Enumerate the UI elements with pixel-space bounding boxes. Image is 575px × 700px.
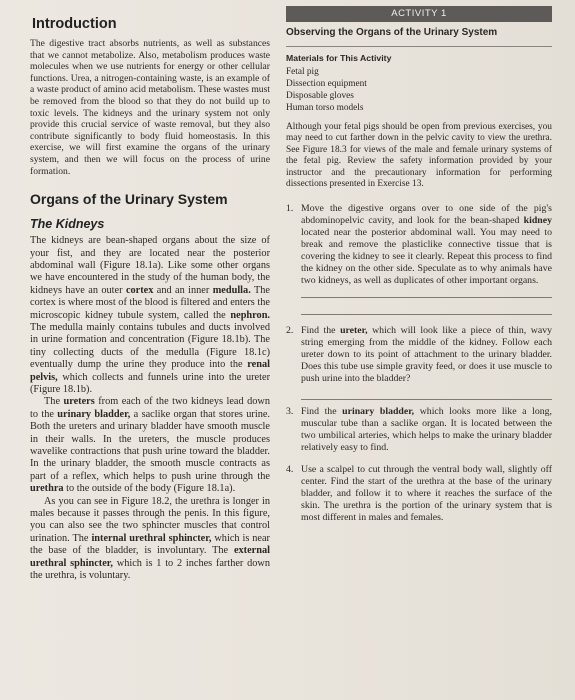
text-run: Find the: [301, 325, 341, 337]
bold-term: kidney: [523, 215, 552, 227]
activity-intro: Although your fetal pigs should be open from previous exercises, you may need to cut farther down in the pelvic cavity to view the urethra. See Figure 18.3 for views of the male and female urinary systems of the fetal pig. Review the safety information provided by your instructor and the precautionary information for performing dissections presented in Exercise 13.: [286, 121, 552, 190]
step-number: 3.: [286, 406, 294, 418]
bold-term: ureters: [63, 396, 95, 408]
text-run: a saclike organ that stores urine. Both the ureters and urinary bladder have smooth muscle in their walls. In the ureters, the muscle produces wavelike contractions that push urine toward the bladder. In the urinary bladder, the smooth muscle contracts as part of a reflex, which helps to push urine through the: [30, 408, 270, 482]
text-run: The: [44, 396, 64, 408]
answer-line[interactable]: [301, 297, 552, 298]
step-text: [301, 203, 552, 287]
bold-term: nephron.: [230, 309, 270, 321]
text-run: which collects and funnels urine into the ureter (Figure 18.1b).: [30, 371, 270, 395]
text-run: located near the posterior abdominal wall. You may need to break and remove the plasticlike connective tissue that is covering the kidney to see it clearly. Repeat this process to find the kidney on the other side. Speculate as to why animals have two kidneys, as well as duplicates of other important organs.: [301, 227, 552, 287]
right-column: [286, 6, 552, 526]
text-run: As you can see in Figure 18.2, the urethra is longer in males because it passes through the penis. In this figure, you can also see the two sphincter muscles that control urination. The: [30, 495, 270, 544]
step-text: [301, 325, 552, 385]
introduction-heading: Introduction: [32, 16, 117, 32]
activity-banner: ACTIVITY 1: [286, 6, 552, 22]
materials-heading: Materials for This Activity: [286, 52, 392, 63]
activity-title: Observing the Organs of the Urinary System: [286, 27, 498, 38]
bold-term: ureter,: [340, 325, 368, 337]
text-run: The kidneys are bean-shaped organs about the size of your fist, and they are located near the posterior abdominal wall (Figure 18.1a). Like some other organs we have encountered in the study of the human body, the kidneys have an outer: [30, 235, 270, 296]
material-item: Fetal pig: [286, 66, 319, 77]
bold-term: medulla.: [212, 284, 251, 296]
text-run: The cortex is where most of the blood is filtered and enters the microscopic kidney tubule system, called the: [30, 284, 270, 321]
activity-step: [286, 325, 552, 385]
kidneys-paragraph-3: [30, 496, 270, 583]
text-run: Use a scalpel to cut through the ventral body wall, slightly off center. Find the start of the urethra at the base of the urinary bladder, and follow it to where it reaches the surface of the skin. The urethra is the portion of the urinary system that is most different in males and females.: [301, 464, 552, 524]
activity-step: [286, 406, 552, 454]
activity-step: [286, 464, 552, 524]
organs-heading: Organs of the Urinary System: [30, 191, 228, 208]
bold-term: urethra: [30, 483, 64, 495]
text-run: which will look like a piece of thin, wavy string emerging from the middle of the kidney. Follow each ureter down to its point of attachment to the urinary bladder. Does this tube use simple gravity feed, or does it use muscle to push urine into the bladder?: [301, 325, 552, 385]
left-column: [30, 12, 270, 583]
step-number: 4.: [286, 464, 294, 476]
step-number: 1.: [286, 203, 294, 215]
material-item: Dissection equipment: [286, 78, 367, 89]
materials-list: [286, 66, 552, 114]
divider: [286, 46, 552, 47]
text-run: which is near the base of the bladder, is involuntary. The: [30, 532, 270, 557]
bold-term: cortex: [125, 284, 154, 296]
text-run: from each of the two kidneys lead down to the: [30, 396, 270, 420]
kidneys-subheading: The Kidneys: [30, 217, 105, 232]
kidneys-paragraph-1: [30, 235, 270, 396]
step-text: [301, 464, 552, 524]
text-run: Move the digestive organs over to one side of the pig's abdominopelvic cavity, and look for the bean-shaped: [301, 203, 552, 227]
material-item: Human torso models: [286, 102, 364, 113]
text-run: which looks more like a long, muscular tube than a saclike organ. It is located between the two umbilical arteries, which helps to make the urinary bladder relatively easy to find.: [301, 406, 552, 454]
kidneys-paragraph-2: [30, 396, 270, 495]
text-run: Find the: [301, 406, 343, 418]
step-number: 2.: [286, 325, 294, 337]
text-run: to the outside of the body (Figure 18.1a).: [63, 483, 236, 495]
bold-term: urinary bladder,: [342, 406, 415, 418]
introduction-paragraph: The digestive tract absorbs nutrients, as well as substances that we cannot metabolize. Also, metabolism produces waste molecules when we use nutrients for energy or other cellular functions. Urea, a nitrogen-containing waste, is an example of a waste product of amino acid metabolism. These wastes must be removed from the blood so that they do not build up to toxic levels. The kidneys and the urinary system not only provide this crucial service of waste removal, but they also contribute significantly to body fluid homeostasis. In this exercise, we will first examine the organs of the urinary system, and then we will focus on the process of urine formation.: [30, 38, 270, 177]
bold-term: external urethral sphincter,: [30, 545, 270, 569]
bold-term: renal pelvis,: [30, 359, 270, 383]
activity-steps: [286, 203, 552, 526]
activity-step: [286, 203, 552, 287]
text-run: and an inner: [153, 284, 213, 296]
bold-term: internal urethral sphincter,: [91, 532, 212, 544]
text-run: The medulla mainly contains tubules and ducts involved in urine formation and concentration (Figure 18.1b). The tiny collecting ducts of the medulla (Figure 18.1c) eventually dump the urine they produce into the: [30, 321, 270, 371]
step-text: [301, 406, 552, 454]
material-item: Disposable gloves: [286, 90, 354, 101]
text-run: which is 1 to 2 inches farther down the urethra, is voluntary.: [30, 557, 270, 582]
bold-term: urinary bladder,: [57, 408, 131, 420]
